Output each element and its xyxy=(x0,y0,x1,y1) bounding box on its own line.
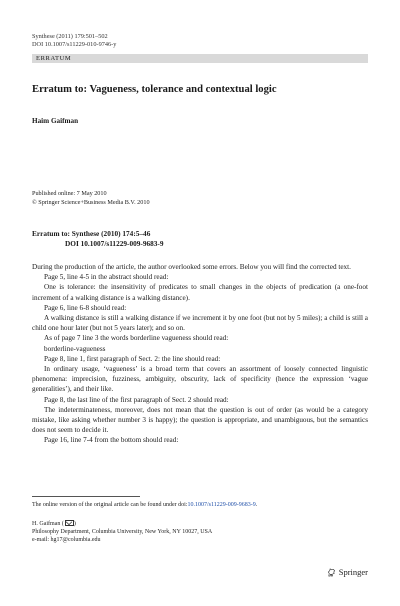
footnote-text: The online version of the original article can be found under doi: xyxy=(32,502,188,508)
body-paragraph: Page 8, line 1, first paragraph of Sect. 2: the line should read: xyxy=(44,354,221,363)
journal-header xyxy=(32,33,116,49)
body-paragraph: As of page 7 line 3 the words borderline vagueness should read: xyxy=(44,334,229,343)
original-article-doi-link[interactable]: 10.1007/s11229-009-9683-9 xyxy=(187,502,256,508)
article-doi: DOI 10.1007/s11229-010-9746-y xyxy=(32,41,117,48)
published-date: Published online: 7 May 2010 xyxy=(32,190,107,197)
body-paragraph: In ordinary usage, ‘vagueness’ is a broad term that covers an assortment of loosely connected linguistic phenomena: imprecision, fuzziness, ambiguity, obscurity, lack of specificity (hence the expression ‘vague generalities’), and their like. xyxy=(32,365,368,394)
section-label: ERRATUM xyxy=(36,55,72,62)
publisher-logo xyxy=(327,567,368,577)
author-affiliation: H. Gaifman ( ) Philosophy Department, Columbia University, New York, NY 10027, USA e-mail: hg17@columbia.edu xyxy=(32,521,213,544)
envelope-icon xyxy=(65,520,74,526)
article-body xyxy=(32,262,368,446)
body-paragraph: borderline-vagueness xyxy=(44,344,106,353)
body-paragraph: During the production of the article, the author overlooked some errors. Below you will find the corrected text. xyxy=(32,263,351,271)
affiliation-email[interactable]: e-mail: hg17@columbia.edu xyxy=(32,537,101,544)
copyright-notice: © Springer Science+Business Media B.V. 2010 xyxy=(32,198,150,206)
affiliation-department: Philosophy Department, Columbia University, New York, NY 10027, USA xyxy=(32,529,213,536)
body-paragraph: Page 16, line 7-4 from the bottom should read: xyxy=(44,436,179,445)
section-label-bar xyxy=(32,54,368,63)
journal-citation: Synthese (2011) 179:501–502 xyxy=(32,33,108,40)
body-paragraph: One is tolerance: the insensitivity of predicates to small changes in the objects of predication (a one-foot increment of a walking distance is a walking distance). xyxy=(32,283,368,302)
erratum-reference-doi: DOI 10.1007/s11229-009-9683-9 xyxy=(65,238,164,248)
footnote-suffix: . xyxy=(255,502,258,508)
body-paragraph: Page 6, line 6-8 should read: xyxy=(44,303,127,312)
footnote-divider xyxy=(32,496,140,497)
body-paragraph: Page 8, the last line of the first paragraph of Sect. 2 should read: xyxy=(44,395,229,404)
body-paragraph: The indeterminateness, moreover, does not mean that the question is out of order (as would be a category mistake, like asking whether number 3 is happy); the question is appropriate, and unambiguous, but the semantics does not seem to decide it. xyxy=(32,405,368,435)
publisher-name: Springer xyxy=(338,567,368,577)
body-paragraph: Page 5, line 4-5 in the abstract should read: xyxy=(44,273,169,282)
body-paragraph: A walking distance is still a walking distance if we increment it by one foot (but not by 5 miles); a child is still a child one hour later (but not 5 years later); and so on. xyxy=(32,314,368,333)
footnote xyxy=(32,501,257,509)
affiliation-name: H. Gaifman xyxy=(32,521,61,527)
erratum-reference xyxy=(32,229,164,248)
erratum-reference-citation: Erratum to: Synthese (2010) 174:5–46 xyxy=(32,229,151,238)
author-name: Haim Gaifman xyxy=(32,117,79,125)
article-title: Erratum to: Vagueness, tolerance and contextual logic xyxy=(32,84,277,95)
publication-info xyxy=(32,190,150,207)
springer-horse-icon xyxy=(327,568,336,577)
